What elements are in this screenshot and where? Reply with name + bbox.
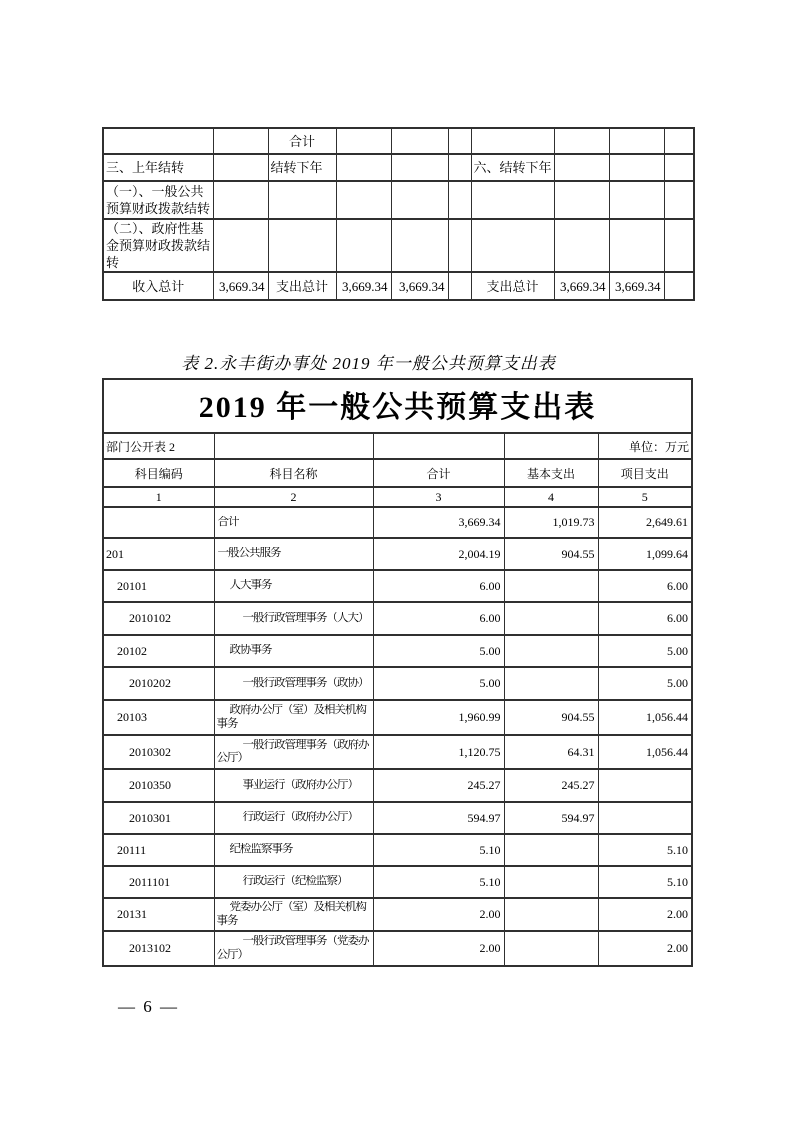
- table-row: [103, 219, 694, 272]
- subject-name: 一般行政管理事务（政协）: [214, 667, 373, 700]
- table-cell: [609, 154, 664, 181]
- table-cell: [336, 181, 391, 219]
- project-value: 2,649.61: [598, 507, 692, 538]
- table-cell: [554, 219, 609, 272]
- table-row: [103, 700, 692, 735]
- basic-value: 904.55: [504, 700, 598, 735]
- subject-name: 一般公共服务: [214, 538, 373, 570]
- column-header-name: 科目名称: [214, 459, 373, 487]
- total-value: 5.00: [373, 667, 504, 700]
- table-cell: 收入总计: [103, 272, 213, 300]
- project-value: 5.00: [598, 635, 692, 667]
- basic-value: [504, 635, 598, 667]
- column-number: 2: [214, 487, 373, 507]
- table-cell: [554, 128, 609, 154]
- total-value: 5.00: [373, 635, 504, 667]
- subject-name: 一般行政管理事务（人大）: [214, 602, 373, 635]
- project-value: [598, 769, 692, 802]
- total-value: 5.10: [373, 866, 504, 898]
- table-cell: [448, 154, 471, 181]
- project-value: 5.10: [598, 866, 692, 898]
- table-cell: [471, 219, 554, 272]
- table-row: [103, 507, 692, 538]
- table-cell: [554, 181, 609, 219]
- table-cell: 合计: [268, 128, 336, 154]
- project-value: 6.00: [598, 570, 692, 602]
- table-cell: [609, 128, 664, 154]
- subject-name: 行政运行（政府办公厅）: [214, 802, 373, 834]
- total-value: 245.27: [373, 769, 504, 802]
- table-cell: 支出总计: [268, 272, 336, 300]
- table-cell: [336, 128, 391, 154]
- table-cell: 3,669.34: [554, 272, 609, 300]
- subject-name: 政府办公厅（室）及相关机构事务: [214, 700, 373, 735]
- table-row: [103, 667, 692, 700]
- total-value: 594.97: [373, 802, 504, 834]
- column-number: 1: [103, 487, 214, 507]
- table-cell: [213, 219, 268, 272]
- subject-name: 政协事务: [214, 635, 373, 667]
- basic-value: 64.31: [504, 735, 598, 769]
- project-value: 6.00: [598, 602, 692, 635]
- project-value: 2.00: [598, 898, 692, 931]
- total-value: 5.10: [373, 834, 504, 866]
- project-value: 1,056.44: [598, 735, 692, 769]
- basic-value: [504, 931, 598, 966]
- table-cell: [504, 433, 598, 459]
- table-cell: [336, 219, 391, 272]
- total-value: 2.00: [373, 931, 504, 966]
- table-header-row: [103, 459, 692, 487]
- subject-name: 事业运行（政府办公厅）: [214, 769, 373, 802]
- table-cell: [664, 219, 694, 272]
- expense-budget-table: [102, 378, 693, 967]
- meta-label: 部门公开表 2: [103, 433, 214, 459]
- subject-code: 20111: [103, 834, 214, 866]
- table-row: [103, 931, 692, 966]
- column-header-code: 科目编码: [103, 459, 214, 487]
- total-value: 6.00: [373, 602, 504, 635]
- table-cell: [448, 219, 471, 272]
- table-cell: [554, 154, 609, 181]
- basic-value: [504, 602, 598, 635]
- column-number-row: [103, 487, 692, 507]
- total-value: 6.00: [373, 570, 504, 602]
- table-row: [103, 866, 692, 898]
- table-cell: [213, 154, 268, 181]
- table-cell: [268, 219, 336, 272]
- total-value: 3,669.34: [373, 507, 504, 538]
- subject-name: 一般行政管理事务（党委办公厅）: [214, 931, 373, 966]
- table-row: [103, 379, 692, 433]
- table-row: [103, 769, 692, 802]
- page-number: — 6 —: [118, 997, 179, 1016]
- unit-label: 单位：万元: [598, 433, 692, 459]
- table-row: [103, 181, 694, 219]
- total-value: 2.00: [373, 898, 504, 931]
- subject-code: 2010301: [103, 802, 214, 834]
- table-cell: [448, 128, 471, 154]
- subject-code: 2011101: [103, 866, 214, 898]
- subject-code: 20101: [103, 570, 214, 602]
- table-row: [103, 154, 694, 181]
- basic-value: [504, 898, 598, 931]
- subject-name: 人大事务: [214, 570, 373, 602]
- basic-value: 904.55: [504, 538, 598, 570]
- table-cell: [213, 128, 268, 154]
- table-row: [103, 898, 692, 931]
- table-cell: [391, 181, 448, 219]
- table-cell: [373, 433, 504, 459]
- basic-value: [504, 834, 598, 866]
- table-cell: [471, 181, 554, 219]
- table-row: [103, 570, 692, 602]
- table-cell: [664, 128, 694, 154]
- basic-value: 594.97: [504, 802, 598, 834]
- page-title: 2019 年一般公共预算支出表: [103, 379, 692, 433]
- table-cell: （一）、一般公共预算财政拨款结转: [103, 181, 213, 219]
- table-cell: [448, 181, 471, 219]
- subject-name: 纪检监察事务: [214, 834, 373, 866]
- basic-value: 245.27: [504, 769, 598, 802]
- table-cell: 六、结转下年: [471, 154, 554, 181]
- subject-code: 20131: [103, 898, 214, 931]
- total-value: 1,120.75: [373, 735, 504, 769]
- table-row: [103, 433, 692, 459]
- table-row: [103, 735, 692, 769]
- subject-code: 2010302: [103, 735, 214, 769]
- project-value: [598, 802, 692, 834]
- table-cell: [391, 128, 448, 154]
- table-cell: 支出总计: [471, 272, 554, 300]
- basic-value: 1,019.73: [504, 507, 598, 538]
- subject-code: 20103: [103, 700, 214, 735]
- subject-name: 合计: [214, 507, 373, 538]
- project-value: 1,056.44: [598, 700, 692, 735]
- table-cell: 3,669.34: [609, 272, 664, 300]
- table-cell: [268, 181, 336, 219]
- column-number: 3: [373, 487, 504, 507]
- table-cell: [336, 154, 391, 181]
- project-value: 2.00: [598, 931, 692, 966]
- table-caption: 表 2.永丰街办事处 2019 年一般公共预算支出表: [181, 354, 556, 373]
- subject-code: 2010102: [103, 602, 214, 635]
- subject-code: 2010202: [103, 667, 214, 700]
- table-cell: [609, 219, 664, 272]
- table-cell: [213, 181, 268, 219]
- table-cell: [391, 219, 448, 272]
- total-value: 1,960.99: [373, 700, 504, 735]
- table-cell: [471, 128, 554, 154]
- column-header-project: 项目支出: [598, 459, 692, 487]
- table-cell: 3,669.34: [336, 272, 391, 300]
- column-number: 4: [504, 487, 598, 507]
- table-cell: [103, 128, 213, 154]
- table-row: [103, 602, 692, 635]
- table-row: [103, 272, 694, 300]
- basic-value: [504, 570, 598, 602]
- basic-value: [504, 866, 598, 898]
- table-cell: [214, 433, 373, 459]
- subject-code: 2010350: [103, 769, 214, 802]
- column-header-basic: 基本支出: [504, 459, 598, 487]
- project-value: 1,099.64: [598, 538, 692, 570]
- subject-code: 201: [103, 538, 214, 570]
- total-value: 2,004.19: [373, 538, 504, 570]
- table-row: [103, 635, 692, 667]
- carryover-summary-table: [102, 127, 695, 301]
- table-cell: 3,669.34: [391, 272, 448, 300]
- table-row: [103, 802, 692, 834]
- subject-code: 20102: [103, 635, 214, 667]
- column-number: 5: [598, 487, 692, 507]
- table-cell: 三、上年结转: [103, 154, 213, 181]
- project-value: 5.00: [598, 667, 692, 700]
- table-row: [103, 834, 692, 866]
- subject-code: [103, 507, 214, 538]
- table-row: [103, 128, 694, 154]
- table-cell: （二）、政府性基金预算财政拨款结转: [103, 219, 213, 272]
- table-cell: 3,669.34: [213, 272, 268, 300]
- table-cell: [609, 181, 664, 219]
- subject-code: 2013102: [103, 931, 214, 966]
- project-value: 5.10: [598, 834, 692, 866]
- table-row: [103, 538, 692, 570]
- subject-name: 党委办公厅（室）及相关机构事务: [214, 898, 373, 931]
- table-cell: [664, 272, 694, 300]
- table-cell: [664, 181, 694, 219]
- column-header-total: 合计: [373, 459, 504, 487]
- subject-name: 行政运行（纪检监察）: [214, 866, 373, 898]
- table-cell: [391, 154, 448, 181]
- basic-value: [504, 667, 598, 700]
- subject-name: 一般行政管理事务（政府办公厅）: [214, 735, 373, 769]
- table-cell: [664, 154, 694, 181]
- table-cell: 结转下年: [268, 154, 336, 181]
- table-cell: [448, 272, 471, 300]
